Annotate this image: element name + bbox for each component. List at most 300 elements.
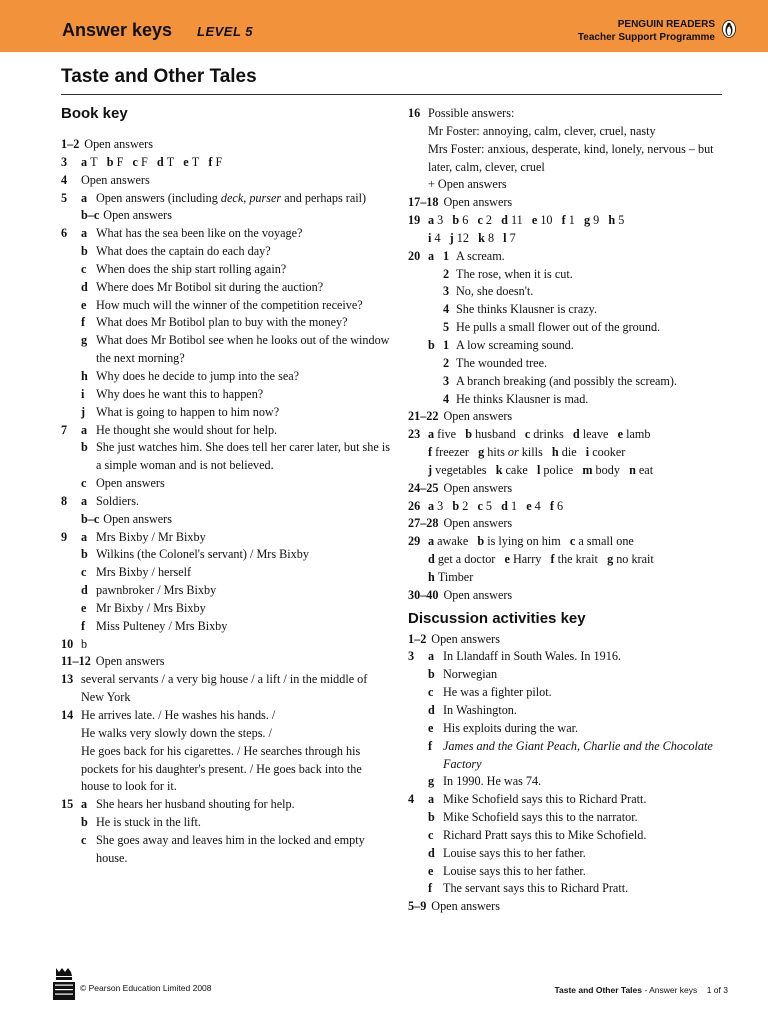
discussion-4 xyxy=(408,791,738,898)
item-text: Mr Bixby / Mrs Bixby xyxy=(96,600,206,615)
sub-answer xyxy=(428,337,738,408)
item-letter: a xyxy=(81,190,88,205)
item-text: What does Mr Botibol plan to buy with the money? xyxy=(96,315,348,330)
answer-number: 5–9 xyxy=(408,899,427,914)
item-value: 6 xyxy=(462,213,469,228)
item-letter: g xyxy=(607,552,614,567)
item-letter: f xyxy=(208,154,213,169)
sub-answer xyxy=(428,809,738,827)
sub-answer xyxy=(81,582,391,600)
sub-answer xyxy=(428,684,738,702)
inline-row xyxy=(428,230,738,248)
item-number: 3 xyxy=(443,373,450,388)
item-value: body xyxy=(595,462,620,477)
sub-answer xyxy=(428,648,738,666)
item-value: lamb xyxy=(626,427,651,442)
sub-answer xyxy=(81,404,391,422)
item-letter: c xyxy=(81,832,87,847)
answer-text: Open answers xyxy=(443,195,513,210)
item-letter: g xyxy=(478,445,485,460)
item-number: 5 xyxy=(443,320,450,335)
item-letter: e xyxy=(81,297,87,312)
answer-13 xyxy=(61,671,391,707)
item-value: 12 xyxy=(456,230,469,245)
item-value: 9 xyxy=(593,213,600,228)
item-value: 3 xyxy=(437,498,444,513)
item-value: 8 xyxy=(487,230,495,245)
right-column xyxy=(408,105,738,916)
programme-label xyxy=(455,18,715,44)
answer-27-28 xyxy=(408,515,738,533)
item-letter: j xyxy=(81,404,86,419)
answer-17-18 xyxy=(408,194,738,212)
item-letter: c xyxy=(81,476,87,491)
item-letter: e xyxy=(617,427,624,442)
text-italic: deck xyxy=(220,190,244,205)
answer-text: He arrives late. / He washes his hands. / xyxy=(81,708,276,722)
answer-15 xyxy=(61,796,391,867)
item-value: F xyxy=(140,154,148,169)
item-value: husband xyxy=(475,427,516,442)
item-letter: e xyxy=(531,213,538,228)
sub-answer xyxy=(428,248,738,337)
item-letter: k xyxy=(495,462,503,477)
inline-row xyxy=(428,462,738,480)
answer-text: Mrs Foster: anxious, desperate, kind, lonely, nervous – but later, calm, clever, cruel xyxy=(428,141,714,174)
item-letter: b xyxy=(428,667,435,682)
item-value: awake xyxy=(437,534,469,549)
sub-sub-answer xyxy=(443,355,738,373)
item-letter: b xyxy=(477,534,485,549)
item-number: 1 xyxy=(443,337,450,352)
item-letter: m xyxy=(582,462,593,477)
item-letter: b xyxy=(428,810,435,825)
item-letter: c xyxy=(524,427,531,442)
sub-answer xyxy=(81,439,391,475)
sub-answer xyxy=(81,314,391,332)
item-text: Norwegian xyxy=(443,667,498,682)
answer-number: 23 xyxy=(408,427,421,442)
answer-30-40 xyxy=(408,587,738,605)
sub-answer xyxy=(428,720,738,738)
discussion-3 xyxy=(408,648,738,791)
item-value: the krait xyxy=(557,552,598,567)
sub-answer xyxy=(428,791,738,809)
item-value: T xyxy=(191,154,200,169)
item-text: When does the ship start rolling again? xyxy=(96,261,287,276)
answer-number: 8 xyxy=(61,493,68,508)
answer-11-12 xyxy=(61,653,391,671)
item-text: In Washington. xyxy=(443,703,517,717)
item-letter: e xyxy=(428,863,434,878)
penguin-logo-icon xyxy=(722,20,736,38)
answer-number: 21–22 xyxy=(408,409,439,424)
item-value: F xyxy=(215,154,223,169)
item-letter: f xyxy=(428,445,433,460)
sub-answer xyxy=(428,666,738,684)
item-text: Mike Schofield says this to the narrator. xyxy=(443,810,638,825)
item-text: Louise says this to her father. xyxy=(443,845,586,860)
item-letter: a xyxy=(81,529,88,544)
book-key-heading: Book key xyxy=(61,105,128,122)
discussion-5-9 xyxy=(408,898,738,916)
item-text: He thinks Klausner is mad. xyxy=(456,391,589,406)
answer-number: 29 xyxy=(408,534,421,549)
item-letter: b xyxy=(452,213,460,228)
item-letter: d xyxy=(572,427,580,442)
item-value: hits xyxy=(487,445,505,460)
item-letter: f xyxy=(561,213,566,228)
item-number: 1 xyxy=(443,248,450,263)
text-italic: purser xyxy=(249,190,282,205)
programme-line-1: PENGUIN READERS xyxy=(617,19,715,30)
item-value: 1 xyxy=(510,498,518,513)
answer-inline-list xyxy=(428,498,738,516)
item-text: In Llandaff in South Wales. In 1916. xyxy=(443,649,621,664)
sub-answer xyxy=(428,863,738,881)
item-text: She goes away and leaves him in the locked and empty house. xyxy=(96,832,365,865)
item-letter: a xyxy=(428,427,435,442)
footer-doc-suffix: - Answer keys xyxy=(641,985,698,995)
text-part: Open answers (including xyxy=(96,190,221,205)
item-letter: j xyxy=(428,462,433,477)
footer-page-info xyxy=(554,985,728,995)
item-text: Why does he want this to happen? xyxy=(96,386,264,401)
copyright-notice xyxy=(80,983,212,993)
item-letter: c xyxy=(132,154,138,169)
page-header xyxy=(0,0,768,52)
item-text: What has the sea been like on the voyage? xyxy=(96,226,303,241)
answer-21-22 xyxy=(408,408,738,426)
item-value: kills xyxy=(521,445,543,460)
answer-text: Open answers xyxy=(443,587,513,602)
item-text: She hears her husband shouting for help. xyxy=(96,797,295,812)
item-number: 4 xyxy=(443,302,450,317)
text-part: , xyxy=(243,190,250,205)
answer-29 xyxy=(408,533,738,587)
sub-answer xyxy=(81,511,391,529)
sub-answer xyxy=(428,880,738,898)
header-level: LEVEL 5 xyxy=(197,24,254,39)
answer-5 xyxy=(61,190,391,226)
answer-10 xyxy=(61,636,391,654)
item-value: get a doctor xyxy=(437,552,496,567)
sub-sub-answer xyxy=(443,248,738,266)
item-text: His exploits during the war. xyxy=(443,720,579,735)
answer-20 xyxy=(408,248,738,409)
answer-24-25 xyxy=(408,480,738,498)
answer-text: Open answers xyxy=(84,137,153,151)
item-letter: f xyxy=(428,881,433,896)
answer-number: 14 xyxy=(61,708,74,722)
item-text: What does Mr Botibol see when he looks out of the window the next morning? xyxy=(96,333,390,366)
answer-text: Open answers xyxy=(431,899,500,914)
item-letter: f xyxy=(549,498,554,513)
item-text: The rose, when it is cut. xyxy=(456,266,573,281)
item-text: He pulls a small flower out of the ground. xyxy=(456,320,661,335)
item-letter: a xyxy=(428,213,435,228)
title-divider xyxy=(61,94,722,95)
sub-sub-answer xyxy=(443,283,738,301)
item-text: What is going to happen to him now? xyxy=(96,404,280,419)
item-letter: a xyxy=(428,498,435,513)
item-letter: c xyxy=(81,261,87,276)
sub-answer xyxy=(81,297,391,315)
answer-number: 1–2 xyxy=(408,631,427,646)
item-text: Mrs Bixby / Mr Bixby xyxy=(96,529,206,544)
item-letter: d xyxy=(81,583,88,598)
item-text xyxy=(96,190,391,208)
item-value: Harry xyxy=(512,552,542,567)
item-letter: b xyxy=(465,427,473,442)
sub-sub-answer xyxy=(443,301,738,319)
answer-text: several servants / a very big house / a lift / in the middle of New York xyxy=(81,672,368,705)
answer-text: Open answers xyxy=(431,631,500,646)
answer-number: 15 xyxy=(61,797,74,812)
answer-number: 5 xyxy=(61,190,68,205)
item-text: pawnbroker / Mrs Bixby xyxy=(96,583,217,598)
item-letter: a xyxy=(81,422,88,437)
item-text: What does the captain do each day? xyxy=(96,244,271,259)
item-text: Louise says this to her father. xyxy=(443,863,586,878)
sub-sub-answer xyxy=(443,266,738,284)
sub-answer xyxy=(81,225,391,243)
item-letter: l xyxy=(503,230,507,245)
answer-text: Open answers xyxy=(443,480,513,495)
item-text: A branch breaking (and possibly the scream). xyxy=(456,373,677,388)
answer-number: 4 xyxy=(408,792,415,807)
item-number: 4 xyxy=(443,391,450,406)
sub-answer xyxy=(81,475,391,493)
sub-answer xyxy=(81,207,391,225)
answer-6 xyxy=(61,225,391,421)
header-title: Answer keys xyxy=(62,20,173,40)
item-text: No, she doesn't. xyxy=(456,284,534,299)
item-text: Mrs Bixby / herself xyxy=(96,565,192,580)
item-value: 7 xyxy=(509,230,516,245)
item-value: is lying on him xyxy=(487,534,561,549)
answer-7 xyxy=(61,422,391,493)
answer-number: 6 xyxy=(61,226,68,241)
item-letter: a xyxy=(428,792,435,807)
item-letter: b xyxy=(81,440,88,455)
item-letter: h xyxy=(81,368,88,383)
item-letter: b xyxy=(81,547,88,562)
sub-answer xyxy=(81,618,391,636)
item-letter: a xyxy=(428,649,435,664)
answer-text: Possible answers: xyxy=(428,106,515,120)
programme-line-2: Teacher Support Programme xyxy=(577,32,715,43)
item-letter: c xyxy=(569,534,576,549)
sub-answer xyxy=(81,386,391,404)
item-value: Timber xyxy=(437,569,474,584)
sub-answer xyxy=(81,332,391,368)
sub-answer xyxy=(81,814,391,832)
answer-number: 11–12 xyxy=(61,654,91,669)
item-value: vegetables xyxy=(435,462,487,477)
item-text: Open answers xyxy=(103,208,172,223)
item-text: The servant says this to Richard Pratt. xyxy=(443,881,629,896)
item-value: 2 xyxy=(462,498,469,513)
item-text: Open answers xyxy=(103,511,172,526)
answer-8 xyxy=(61,493,391,529)
item-letter: a xyxy=(81,226,88,241)
item-letter: d xyxy=(81,279,88,294)
answer-number: 1–2 xyxy=(61,137,80,151)
item-letter: h xyxy=(551,445,559,460)
answer-text: Open answers xyxy=(443,409,513,424)
item-value: 4 xyxy=(434,230,441,245)
inline-row xyxy=(428,426,738,444)
item-letter: a xyxy=(81,797,88,812)
sub-answer xyxy=(81,243,391,261)
document-title: Taste and Other Tales xyxy=(61,66,257,87)
sub-answer xyxy=(81,368,391,386)
item-text: Why does he decide to jump into the sea? xyxy=(96,368,300,383)
item-letter: j xyxy=(449,230,454,245)
item-number: 2 xyxy=(443,355,450,370)
item-letter: g xyxy=(584,213,591,228)
item-letter: b xyxy=(106,154,114,169)
item-value: 4 xyxy=(534,498,541,513)
item-number: 3 xyxy=(443,284,450,299)
answer-number: 17–18 xyxy=(408,195,439,210)
item-text: Wilkins (the Colonel's servant) / Mrs Bixby xyxy=(96,547,309,562)
answer-inline-list xyxy=(81,154,391,172)
item-value: eat xyxy=(638,462,654,477)
answer-19 xyxy=(408,212,738,248)
sub-sub-answer xyxy=(443,319,738,337)
item-value: T xyxy=(90,154,98,169)
item-text: Open answers xyxy=(96,476,165,491)
item-value: 5 xyxy=(618,213,625,228)
answer-number: 7 xyxy=(61,422,68,437)
answer-number: 27–28 xyxy=(408,516,439,531)
item-number: 2 xyxy=(443,266,450,281)
item-value: freezer xyxy=(435,445,469,460)
answer-text: + Open answers xyxy=(428,177,507,192)
item-text: Soldiers. xyxy=(96,493,139,508)
answer-number: 20 xyxy=(408,248,421,263)
item-letter: c xyxy=(477,498,483,513)
sub-sub-answer xyxy=(443,391,738,409)
answer-text: He walks very slowly down the steps. / xyxy=(81,725,272,740)
item-letter: d xyxy=(428,552,435,567)
item-value: T xyxy=(166,154,175,169)
item-text: He was a fighter pilot. xyxy=(443,685,552,700)
item-letter: f xyxy=(428,738,433,753)
page-number: 1 of 3 xyxy=(706,985,728,995)
answer-number: 16 xyxy=(408,106,421,120)
answer-number: 26 xyxy=(408,498,421,513)
sub-answer xyxy=(81,529,391,547)
sub-answer xyxy=(428,773,738,791)
item-letter: b xyxy=(81,244,88,259)
item-letter: d xyxy=(428,703,435,717)
discussion-1-2 xyxy=(408,631,738,649)
discussion-key-heading: Discussion activities key xyxy=(408,609,586,627)
answer-text: Open answers xyxy=(81,172,150,187)
answer-9 xyxy=(61,529,391,636)
answer-number: 10 xyxy=(61,636,74,651)
answer-number: 4 xyxy=(61,172,68,187)
item-value: 10 xyxy=(540,213,553,228)
item-letter: e xyxy=(183,154,189,169)
item-letter: a xyxy=(81,154,88,169)
item-value: police xyxy=(543,462,574,477)
sub-answer xyxy=(81,422,391,440)
inline-row xyxy=(428,444,738,462)
sub-answer xyxy=(81,493,391,511)
item-value: die xyxy=(561,445,577,460)
item-text: How much will the winner of the competition receive? xyxy=(96,297,363,312)
sub-answer xyxy=(81,546,391,564)
item-or: or xyxy=(507,445,519,460)
copyright-text: Pearson Education Limited 2008 xyxy=(88,983,212,993)
item-letter: e xyxy=(526,498,532,513)
item-letter: i xyxy=(585,445,590,460)
item-letter: d xyxy=(156,154,164,169)
sub-answer xyxy=(81,600,391,618)
sub-answer xyxy=(81,190,391,208)
item-value: drinks xyxy=(533,427,564,442)
item-value: five xyxy=(437,427,457,442)
item-text: Mike Schofield says this to Richard Pratt. xyxy=(443,792,647,807)
answer-text: b xyxy=(81,636,88,651)
item-letter: b xyxy=(428,337,435,352)
item-letter: a xyxy=(81,493,88,508)
answer-3 xyxy=(61,154,391,172)
sub-answer xyxy=(428,827,738,845)
answer-text: Open answers xyxy=(443,516,513,531)
sub-answer xyxy=(81,564,391,582)
sub-answer xyxy=(81,832,391,868)
inline-row xyxy=(428,533,738,551)
item-letter: c xyxy=(428,685,434,700)
answer-number: 19 xyxy=(408,213,421,228)
item-value: cooker xyxy=(592,445,626,460)
answer-number: 9 xyxy=(61,529,68,544)
answer-text: Open answers xyxy=(95,654,165,669)
item-letter: g xyxy=(428,774,435,789)
answer-23 xyxy=(408,426,738,480)
item-value: 3 xyxy=(437,213,444,228)
item-letter: c xyxy=(81,565,87,580)
item-letter: h xyxy=(428,569,435,584)
item-text: Richard Pratt says this to Mike Schofield. xyxy=(443,827,647,842)
item-value: 2 xyxy=(485,213,492,228)
item-text: He thought she would shout for help. xyxy=(96,422,278,437)
item-text: Where does Mr Botibol sit during the auction? xyxy=(96,279,324,294)
item-value: no krait xyxy=(616,552,654,567)
item-letter: f xyxy=(81,618,86,633)
sub-answer xyxy=(428,702,738,720)
answer-number: 13 xyxy=(61,672,74,687)
item-letter: g xyxy=(81,333,88,348)
item-value: 11 xyxy=(510,213,523,228)
item-letter: f xyxy=(550,552,555,567)
item-value: cake xyxy=(505,462,528,477)
sub-answer xyxy=(428,845,738,863)
item-letter: n xyxy=(629,462,636,477)
sub-answer xyxy=(81,261,391,279)
footer-doc-name: Taste and Other Tales xyxy=(554,985,642,995)
item-text: A scream. xyxy=(456,248,505,263)
item-letter: d xyxy=(428,845,435,860)
answer-1-2 xyxy=(61,136,391,154)
answer-4 xyxy=(61,172,391,190)
answer-14 xyxy=(61,707,391,796)
